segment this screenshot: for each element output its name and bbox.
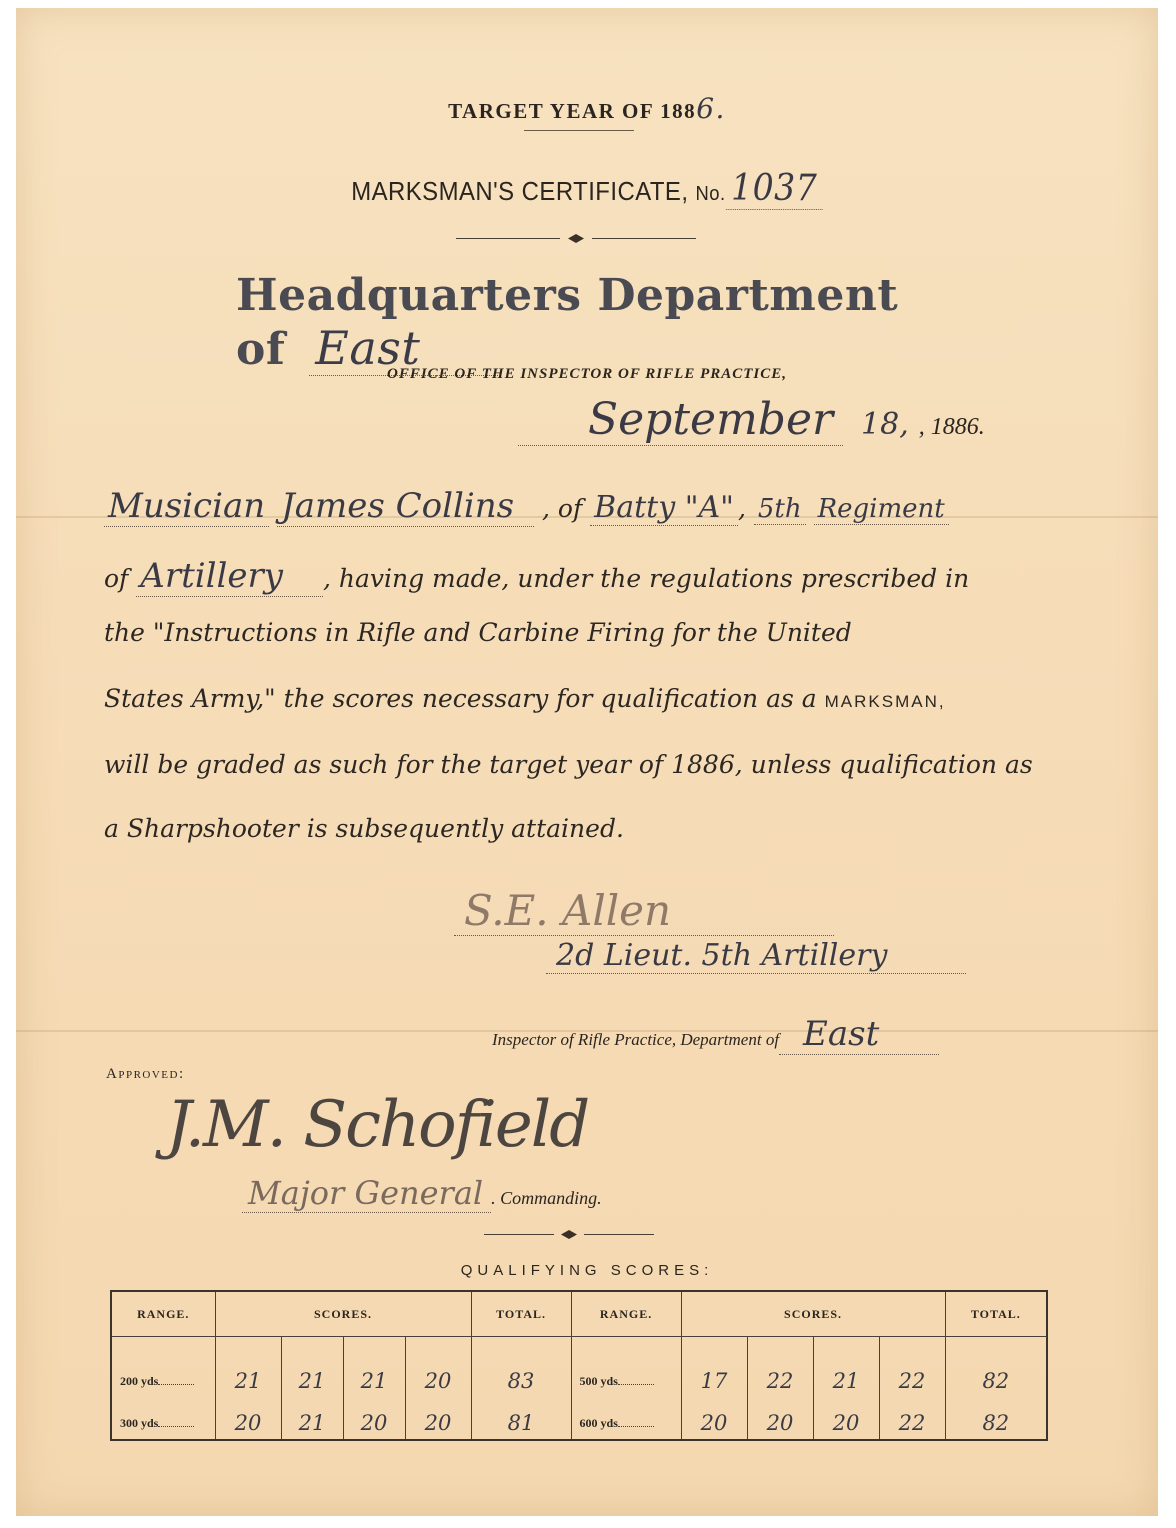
hq-label: Headquarters Department of xyxy=(236,270,899,375)
score-cell: 20 xyxy=(405,1397,471,1440)
commander-signature: J.M. Schofield xyxy=(166,1088,589,1162)
commanding-label: . Commanding. xyxy=(491,1188,602,1208)
score-cell: 20 xyxy=(813,1397,879,1440)
score-cell: 22 xyxy=(879,1397,945,1440)
date-line xyxy=(518,394,1048,445)
ornament-divider xyxy=(456,234,696,244)
inspector-signature: S.E. Allen xyxy=(454,886,834,936)
soldier-name: James Collins xyxy=(277,486,534,527)
approved-label: Approved: xyxy=(106,1066,185,1082)
target-year-prefix: TARGET YEAR OF 188 xyxy=(448,99,697,123)
date-day: 18, xyxy=(861,407,909,442)
score-cell: 21 xyxy=(813,1337,879,1398)
score-cell: 17 xyxy=(681,1337,747,1398)
table-row xyxy=(111,1337,1047,1398)
range-cell: 500 yds xyxy=(571,1337,681,1398)
scores-header: SCORES. xyxy=(215,1291,471,1337)
scores-header: SCORES. xyxy=(681,1291,945,1337)
battery: Batty "A" xyxy=(590,490,738,526)
body-line-6: a Sharpshooter is subsequently attained. xyxy=(104,814,624,843)
hq-department: East xyxy=(309,321,500,376)
heading-rule xyxy=(524,130,634,131)
range-cell: 300 yds xyxy=(111,1397,215,1440)
office-line: OFFICE OF THE INSPECTOR OF RIFLE PRACTICE, xyxy=(386,366,788,382)
body-line-5: will be graded as such for the target year of 1886, unless qualification as xyxy=(104,750,1033,779)
date-month: September xyxy=(518,394,843,446)
scores-header-row xyxy=(111,1291,1047,1337)
certificate-number: 1037 xyxy=(726,168,823,210)
range-header: RANGE. xyxy=(571,1291,681,1337)
commander-rank: Major General xyxy=(242,1174,491,1213)
body-line-1: Musician James Collins , of Batty "A" , 5th Regiment xyxy=(104,486,1134,526)
marksman-word: MARKSMAN, xyxy=(824,692,946,711)
headquarters-line xyxy=(236,270,1158,375)
target-year-heading xyxy=(16,92,1158,125)
score-cell: 22 xyxy=(879,1337,945,1398)
of-text: , of xyxy=(542,494,583,523)
body-text-2: , having made, under the regulations prescribed in xyxy=(322,564,970,593)
score-cell: 20 xyxy=(343,1397,405,1440)
scores-table xyxy=(110,1290,1048,1441)
range-header: RANGE. xyxy=(111,1291,215,1337)
certificate-paper xyxy=(16,8,1158,1516)
table-row xyxy=(111,1397,1047,1440)
soldier-rank: Musician xyxy=(104,486,269,527)
body-text-4: States Army," the scores necessary for qualification as a xyxy=(104,684,817,713)
certificate-title xyxy=(62,168,1113,209)
certificate-label: MARKSMAN'S CERTIFICATE, xyxy=(351,176,696,206)
total-cell: 82 xyxy=(945,1337,1047,1398)
score-cell: 20 xyxy=(215,1397,281,1440)
inspector-line xyxy=(492,1014,939,1054)
score-cell: 22 xyxy=(747,1337,813,1398)
ornament-diamond-icon xyxy=(568,234,584,243)
range-cell: 600 yds xyxy=(571,1397,681,1440)
qualifying-scores-title: QUALIFYING SCORES: xyxy=(460,1262,714,1279)
score-cell: 21 xyxy=(343,1337,405,1398)
target-year-handwritten: 6. xyxy=(696,92,726,125)
score-cell: 20 xyxy=(405,1337,471,1398)
commanding-line xyxy=(242,1174,602,1212)
ornament-divider xyxy=(484,1230,654,1240)
inspector-department: East xyxy=(779,1014,939,1055)
score-cell: 20 xyxy=(681,1397,747,1440)
arm-of-service: Artillery xyxy=(136,556,323,597)
total-cell: 81 xyxy=(471,1397,571,1440)
inspector-label: Inspector of Rifle Practice, Department of xyxy=(492,1030,780,1049)
score-cell: 20 xyxy=(747,1397,813,1440)
score-cell: 21 xyxy=(281,1337,343,1398)
score-cell: 21 xyxy=(215,1337,281,1398)
range-cell: 200 yds xyxy=(111,1337,215,1398)
body-line-2 xyxy=(104,556,1134,596)
body-line-4 xyxy=(104,684,1134,713)
total-header: TOTAL. xyxy=(945,1291,1047,1337)
regiment-text: Regiment xyxy=(814,494,949,525)
total-cell: 83 xyxy=(471,1337,571,1398)
inspector-rank: 2d Lieut. 5th Artillery xyxy=(546,938,966,974)
score-cell: 21 xyxy=(281,1397,343,1440)
ornament-diamond-icon xyxy=(561,1230,577,1239)
of-text-2: of xyxy=(104,564,129,593)
regiment-number: 5th xyxy=(754,494,806,525)
date-year: , 1886. xyxy=(918,414,985,440)
total-header: TOTAL. xyxy=(471,1291,571,1337)
body-line-3: the "Instructions in Rifle and Carbine Firing for the United xyxy=(104,618,852,647)
certificate-no-label: No. xyxy=(695,183,726,205)
total-cell: 82 xyxy=(945,1397,1047,1440)
